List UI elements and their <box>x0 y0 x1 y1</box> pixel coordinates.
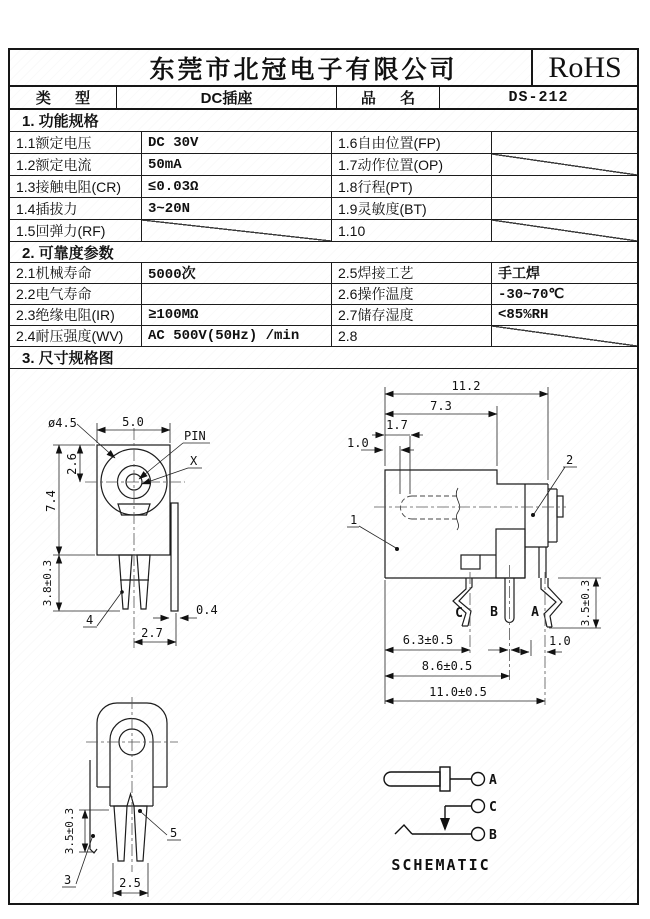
dim-3-5-rear: 3.5±0.3 <box>63 807 76 855</box>
dim-1-7: 1.7 <box>386 418 408 432</box>
dim-3-5: 3.5±0.3 <box>579 579 592 627</box>
dim-7-4: 7.4 <box>44 490 58 512</box>
terminal-c <box>472 800 485 813</box>
spec-label: 1.2额定电流 <box>10 154 142 176</box>
dim-3-8: 3.8±0.3 <box>41 559 54 607</box>
x-label: X <box>190 454 198 468</box>
ref-3: 3 <box>64 873 72 887</box>
company-name: 东莞市北冠电子有限公司 <box>149 56 458 84</box>
pin-a-label: A <box>531 605 539 620</box>
pin-c-label: C <box>455 606 463 621</box>
empty-cell <box>492 132 637 154</box>
spec-value: DC 30V <box>142 132 332 154</box>
dim-dia-4-5: ø4.5 <box>48 416 77 430</box>
spec-label: 2.5焊接工艺 <box>332 263 492 284</box>
spec-label: 2.3绝缘电阻(IR) <box>10 305 142 326</box>
front-view <box>41 415 218 648</box>
side-pin-strip <box>90 760 97 853</box>
terminal-b <box>472 828 485 841</box>
spec-value: 3~20N <box>142 198 332 220</box>
terminal-a <box>472 773 485 786</box>
schematic-c-label: C <box>489 800 497 815</box>
spec-value: ≥100MΩ <box>142 305 332 326</box>
spec-value: <85%RH <box>492 305 637 326</box>
spec-label: 1.1额定电压 <box>10 132 142 154</box>
ref-1: 1 <box>350 513 358 527</box>
spec-label: 1.3接触电阻(CR) <box>10 176 142 198</box>
empty-cell <box>492 176 637 198</box>
empty-cell <box>492 198 637 220</box>
rohs-badge: RoHS <box>531 50 637 85</box>
empty-cell-slash <box>492 326 637 347</box>
ref-2: 2 <box>566 453 574 467</box>
spec-label: 2.1机械寿命 <box>10 263 142 284</box>
type-value: DC插座 <box>116 87 336 108</box>
dim-2-5: 2.5 <box>119 876 141 890</box>
part-name-label: 品 名 <box>336 87 439 108</box>
section1-heading: 1. 功能规格 <box>10 110 637 132</box>
empty-cell <box>142 284 332 305</box>
section3-heading: 3. 尺寸规格图 <box>10 347 637 369</box>
dim-1-0: 1.0 <box>347 436 369 450</box>
spec-value: ≤0.03Ω <box>142 176 332 198</box>
spec-value: 50mA <box>142 154 332 176</box>
dim-1-0b: 1.0 <box>549 634 571 648</box>
spec-label: 2.7储存湿度 <box>332 305 492 326</box>
spec-label: 1.9灵敏度(BT) <box>332 198 492 220</box>
empty-cell-slash <box>142 220 332 242</box>
empty-cell-slash <box>492 220 637 242</box>
dim-6-3: 6.3±0.5 <box>402 633 454 647</box>
spec-value: 手工焊 <box>492 263 637 284</box>
empty-cell-slash <box>492 154 637 176</box>
dim-7-3: 7.3 <box>430 399 452 413</box>
spec-label: 1.6自由位置(FP) <box>332 132 492 154</box>
dim-11-2: 11.2 <box>451 379 481 393</box>
spec-value: -30~70℃ <box>492 284 637 305</box>
pin2-bump <box>557 496 563 517</box>
functional-spec-table <box>10 132 637 242</box>
schematic-b-label: B <box>489 828 497 843</box>
pin-label: PIN <box>184 429 206 443</box>
dim-5-0: 5.0 <box>122 415 144 429</box>
part-number: DS-212 <box>439 87 637 108</box>
spec-label: 1.4插拔力 <box>10 198 142 220</box>
spec-label: 1.5回弹力(RF) <box>10 220 142 242</box>
spec-label: 2.2电气寿命 <box>10 284 142 305</box>
sheet-border <box>8 48 639 905</box>
side-view <box>347 379 601 705</box>
title-row <box>10 85 637 110</box>
spec-label: 1.10 <box>332 220 492 242</box>
dimension-drawing <box>10 369 637 903</box>
ref-5: 5 <box>170 826 178 840</box>
dim-2-6: 2.6 <box>65 453 79 475</box>
side-pin-strip <box>171 503 178 611</box>
header-row <box>10 50 637 85</box>
dim-8-6: 8.6±0.5 <box>421 659 473 673</box>
spec-value: 5000次 <box>142 263 332 284</box>
section2-heading: 2. 可靠度参数 <box>10 242 637 263</box>
schematic <box>384 767 497 874</box>
pin-b-label: B <box>490 605 498 620</box>
type-label: 类 型 <box>35 90 101 107</box>
spec-label: 1.8行程(PT) <box>332 176 492 198</box>
schematic-a-label: A <box>489 773 497 788</box>
schematic-caption: SCHEMATIC <box>391 856 491 874</box>
dim-2-7: 2.7 <box>141 626 163 640</box>
wiper-arrow <box>440 818 450 831</box>
spec-label: 2.4耐压强度(WV) <box>10 326 142 347</box>
dim-11-0: 11.0±0.5 <box>429 685 487 699</box>
rear-view <box>62 697 181 897</box>
plug-pin-symbol <box>384 772 440 786</box>
reliability-spec-table <box>10 263 637 347</box>
ref-4: 4 <box>86 613 94 627</box>
dim-0-4: 0.4 <box>196 603 218 617</box>
spec-label: 2.6操作温度 <box>332 284 492 305</box>
spec-label: 2.8 <box>332 326 492 347</box>
spec-label: 1.7动作位置(OP) <box>332 154 492 176</box>
spec-value: AC 500V(50Hz) /min <box>142 326 332 347</box>
